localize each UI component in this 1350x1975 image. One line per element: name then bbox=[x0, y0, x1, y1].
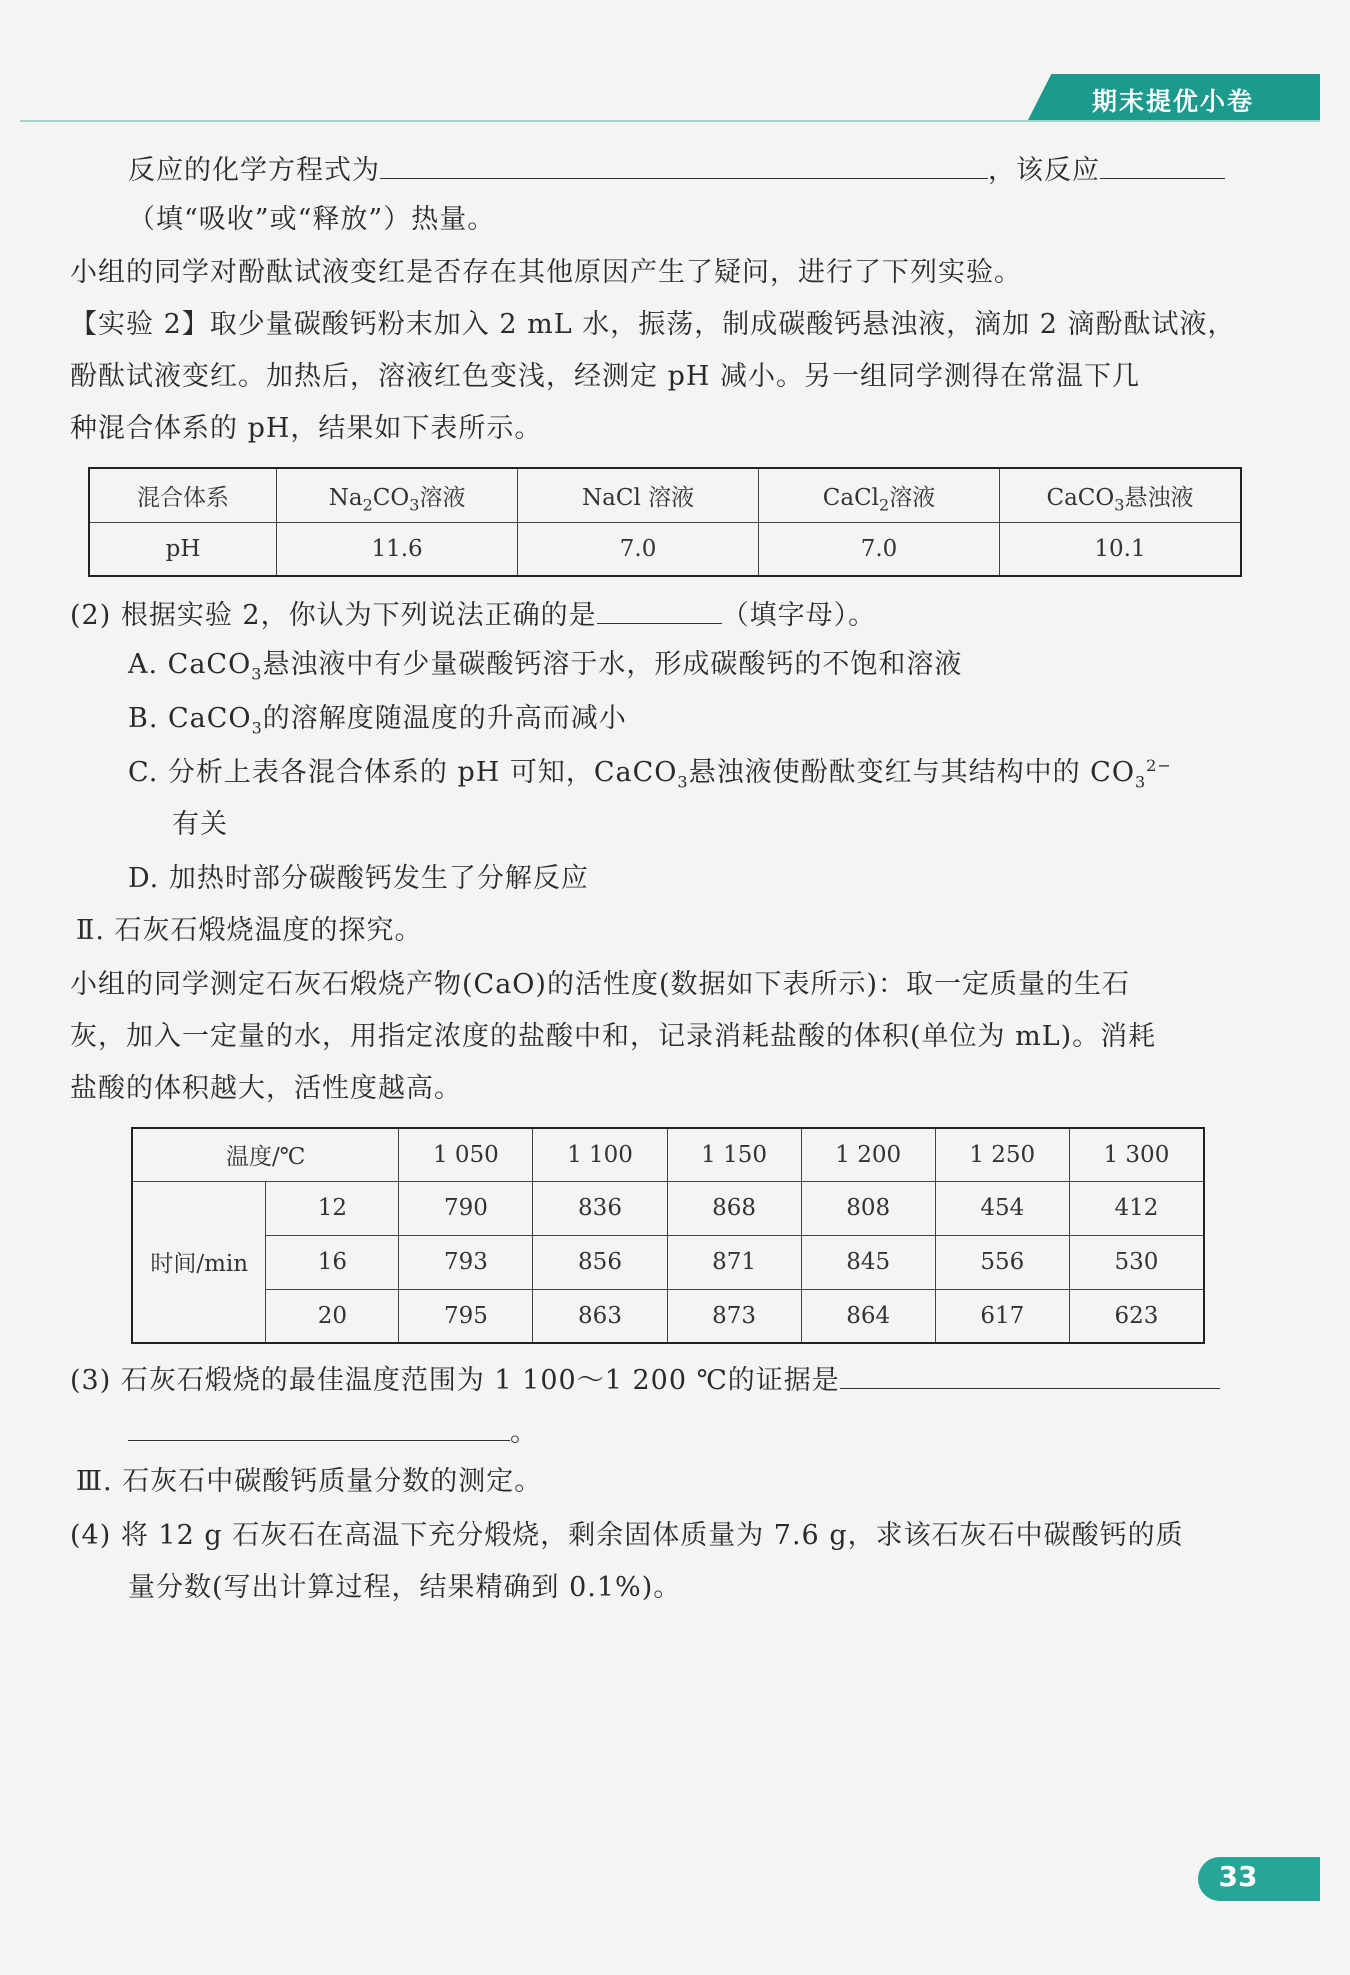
ph-table-row bbox=[89, 522, 1241, 576]
activity-table bbox=[131, 1127, 1205, 1344]
heat-hint: （填“吸收”或“释放”）热量。 bbox=[128, 204, 496, 235]
activity-value: 856 bbox=[533, 1235, 667, 1289]
question-3-answer-blank-1[interactable] bbox=[840, 1358, 1220, 1389]
section-2-text-3: 盐酸的体积越大，活性度越高。 bbox=[70, 1073, 462, 1104]
question-4-line1: (4) 将 12 g 石灰石在高温下充分煅烧，剩余固体质量为 7.6 g，求该石灰石中碳酸钙的质 bbox=[70, 1520, 1184, 1551]
temp-header: 1 150 bbox=[667, 1128, 801, 1181]
activity-value: 873 bbox=[667, 1289, 801, 1343]
activity-table-time-label: 时间/min bbox=[132, 1181, 266, 1343]
activity-value: 864 bbox=[801, 1289, 935, 1343]
ph-table-col-caco3: CaCO$_3$悬浊液 bbox=[999, 468, 1241, 522]
question-3-answer-blank-2[interactable] bbox=[128, 1410, 510, 1441]
section-2-text-1: 小组的同学测定石灰石煅烧产物(CaO)的活性度(数据如下表所示)：取一定质量的生石 bbox=[70, 969, 1131, 1000]
temp-header: 1 050 bbox=[399, 1128, 533, 1181]
activity-value: 868 bbox=[667, 1181, 801, 1235]
equation-line bbox=[128, 148, 1225, 191]
activity-value: 412 bbox=[1069, 1181, 1204, 1235]
question-intro: 小组的同学对酚酞试液变红是否存在其他原因产生了疑问，进行了下列实验。 bbox=[70, 257, 1022, 288]
time-cell: 16 bbox=[266, 1235, 399, 1289]
temp-header: 1 250 bbox=[935, 1128, 1069, 1181]
ph-value: 11.6 bbox=[277, 522, 518, 576]
option-a: A. CaCO$_3$悬浊液中有少量碳酸钙溶于水，形成碳酸钙的不饱和溶液 bbox=[128, 649, 963, 684]
option-d: D. 加热时部分碳酸钙发生了分解反应 bbox=[128, 863, 589, 894]
temp-header: 1 200 bbox=[801, 1128, 935, 1181]
equation-answer-blank[interactable] bbox=[380, 148, 988, 179]
experiment2-line1: 【实验 2】取少量碳酸钙粉末加入 2 mL 水，振荡，制成碳酸钙悬浊液，滴加 2 滴酚酞试液， bbox=[70, 309, 1236, 340]
activity-value: 790 bbox=[399, 1181, 533, 1235]
heat-answer-blank[interactable] bbox=[1100, 148, 1225, 179]
activity-value: 845 bbox=[801, 1235, 935, 1289]
ph-table-col-cacl2: CaCl$_2$溶液 bbox=[759, 468, 1000, 522]
activity-value: 623 bbox=[1069, 1289, 1204, 1343]
ph-row-label: pH bbox=[89, 522, 277, 576]
ph-table-header-label: 混合体系 bbox=[89, 468, 277, 522]
table-row bbox=[132, 1289, 1204, 1343]
time-cell: 12 bbox=[266, 1181, 399, 1235]
activity-value: 454 bbox=[935, 1181, 1069, 1235]
ph-value: 7.0 bbox=[518, 522, 759, 576]
table-row bbox=[132, 1181, 1204, 1235]
temp-header: 1 100 bbox=[533, 1128, 667, 1181]
ph-table-col-na2co3: $Na_2CO_3$溶液 bbox=[277, 468, 518, 522]
question-4-line2: 量分数(写出计算过程，结果精确到 0.1%)。 bbox=[128, 1572, 682, 1603]
ph-value: 10.1 bbox=[999, 522, 1241, 576]
section-2-title: Ⅱ. 石灰石煅烧温度的探究。 bbox=[76, 915, 423, 946]
header-rule bbox=[20, 120, 1320, 122]
page-number: 33 bbox=[1218, 1860, 1258, 1893]
ph-table bbox=[88, 467, 1242, 577]
experiment2-line2: 酚酞试液变红。加热后，溶液红色变浅，经测定 pH 减小。另一组同学测得在常温下几 bbox=[70, 361, 1140, 392]
temp-header: 1 300 bbox=[1069, 1128, 1204, 1181]
section-3-title: Ⅲ. 石灰石中碳酸钙质量分数的测定。 bbox=[76, 1466, 543, 1497]
experiment2-line3: 种混合体系的 pH，结果如下表所示。 bbox=[70, 413, 543, 444]
reaction-prompt: ，该反应 bbox=[988, 155, 1100, 186]
activity-value: 793 bbox=[399, 1235, 533, 1289]
table-row bbox=[132, 1235, 1204, 1289]
ph-value: 7.0 bbox=[759, 522, 1000, 576]
equation-prompt: 反应的化学方程式为 bbox=[128, 155, 380, 186]
activity-value: 556 bbox=[935, 1235, 1069, 1289]
section-2-text-2: 灰，加入一定量的水，用指定浓度的盐酸中和，记录消耗盐酸的体积(单位为 mL)。消耗 bbox=[70, 1021, 1157, 1052]
question-3-cont: 。 bbox=[128, 1410, 538, 1453]
activity-value: 871 bbox=[667, 1235, 801, 1289]
ph-table-col-nacl: NaCl 溶液 bbox=[518, 468, 759, 522]
question-2-answer-blank[interactable] bbox=[597, 593, 722, 624]
activity-table-temp-label: 温度/℃ bbox=[132, 1128, 399, 1181]
activity-value: 836 bbox=[533, 1181, 667, 1235]
activity-value: 795 bbox=[399, 1289, 533, 1343]
activity-value: 808 bbox=[801, 1181, 935, 1235]
activity-value: 530 bbox=[1069, 1235, 1204, 1289]
time-cell: 20 bbox=[266, 1289, 399, 1343]
activity-value: 617 bbox=[935, 1289, 1069, 1343]
activity-value: 863 bbox=[533, 1289, 667, 1343]
question-2-stem: (2) 根据实验 2，你认为下列说法正确的是 （填字母）。 bbox=[70, 593, 876, 636]
question-3-stem: (3) 石灰石煅烧的最佳温度范围为 1 100～1 200 ℃的证据是 bbox=[70, 1358, 1220, 1401]
option-c-cont: 有关 bbox=[172, 809, 228, 840]
option-c: C. 分析上表各混合体系的 pH 可知，CaCO$_3$悬浊液使酚酞变红与其结构中的 $CO_3^{2-}$ bbox=[128, 756, 1172, 792]
option-b: B. CaCO$_3$的溶解度随温度的升高而减小 bbox=[128, 703, 627, 738]
header-tab-label: 期末提优小卷 bbox=[1092, 87, 1255, 116]
